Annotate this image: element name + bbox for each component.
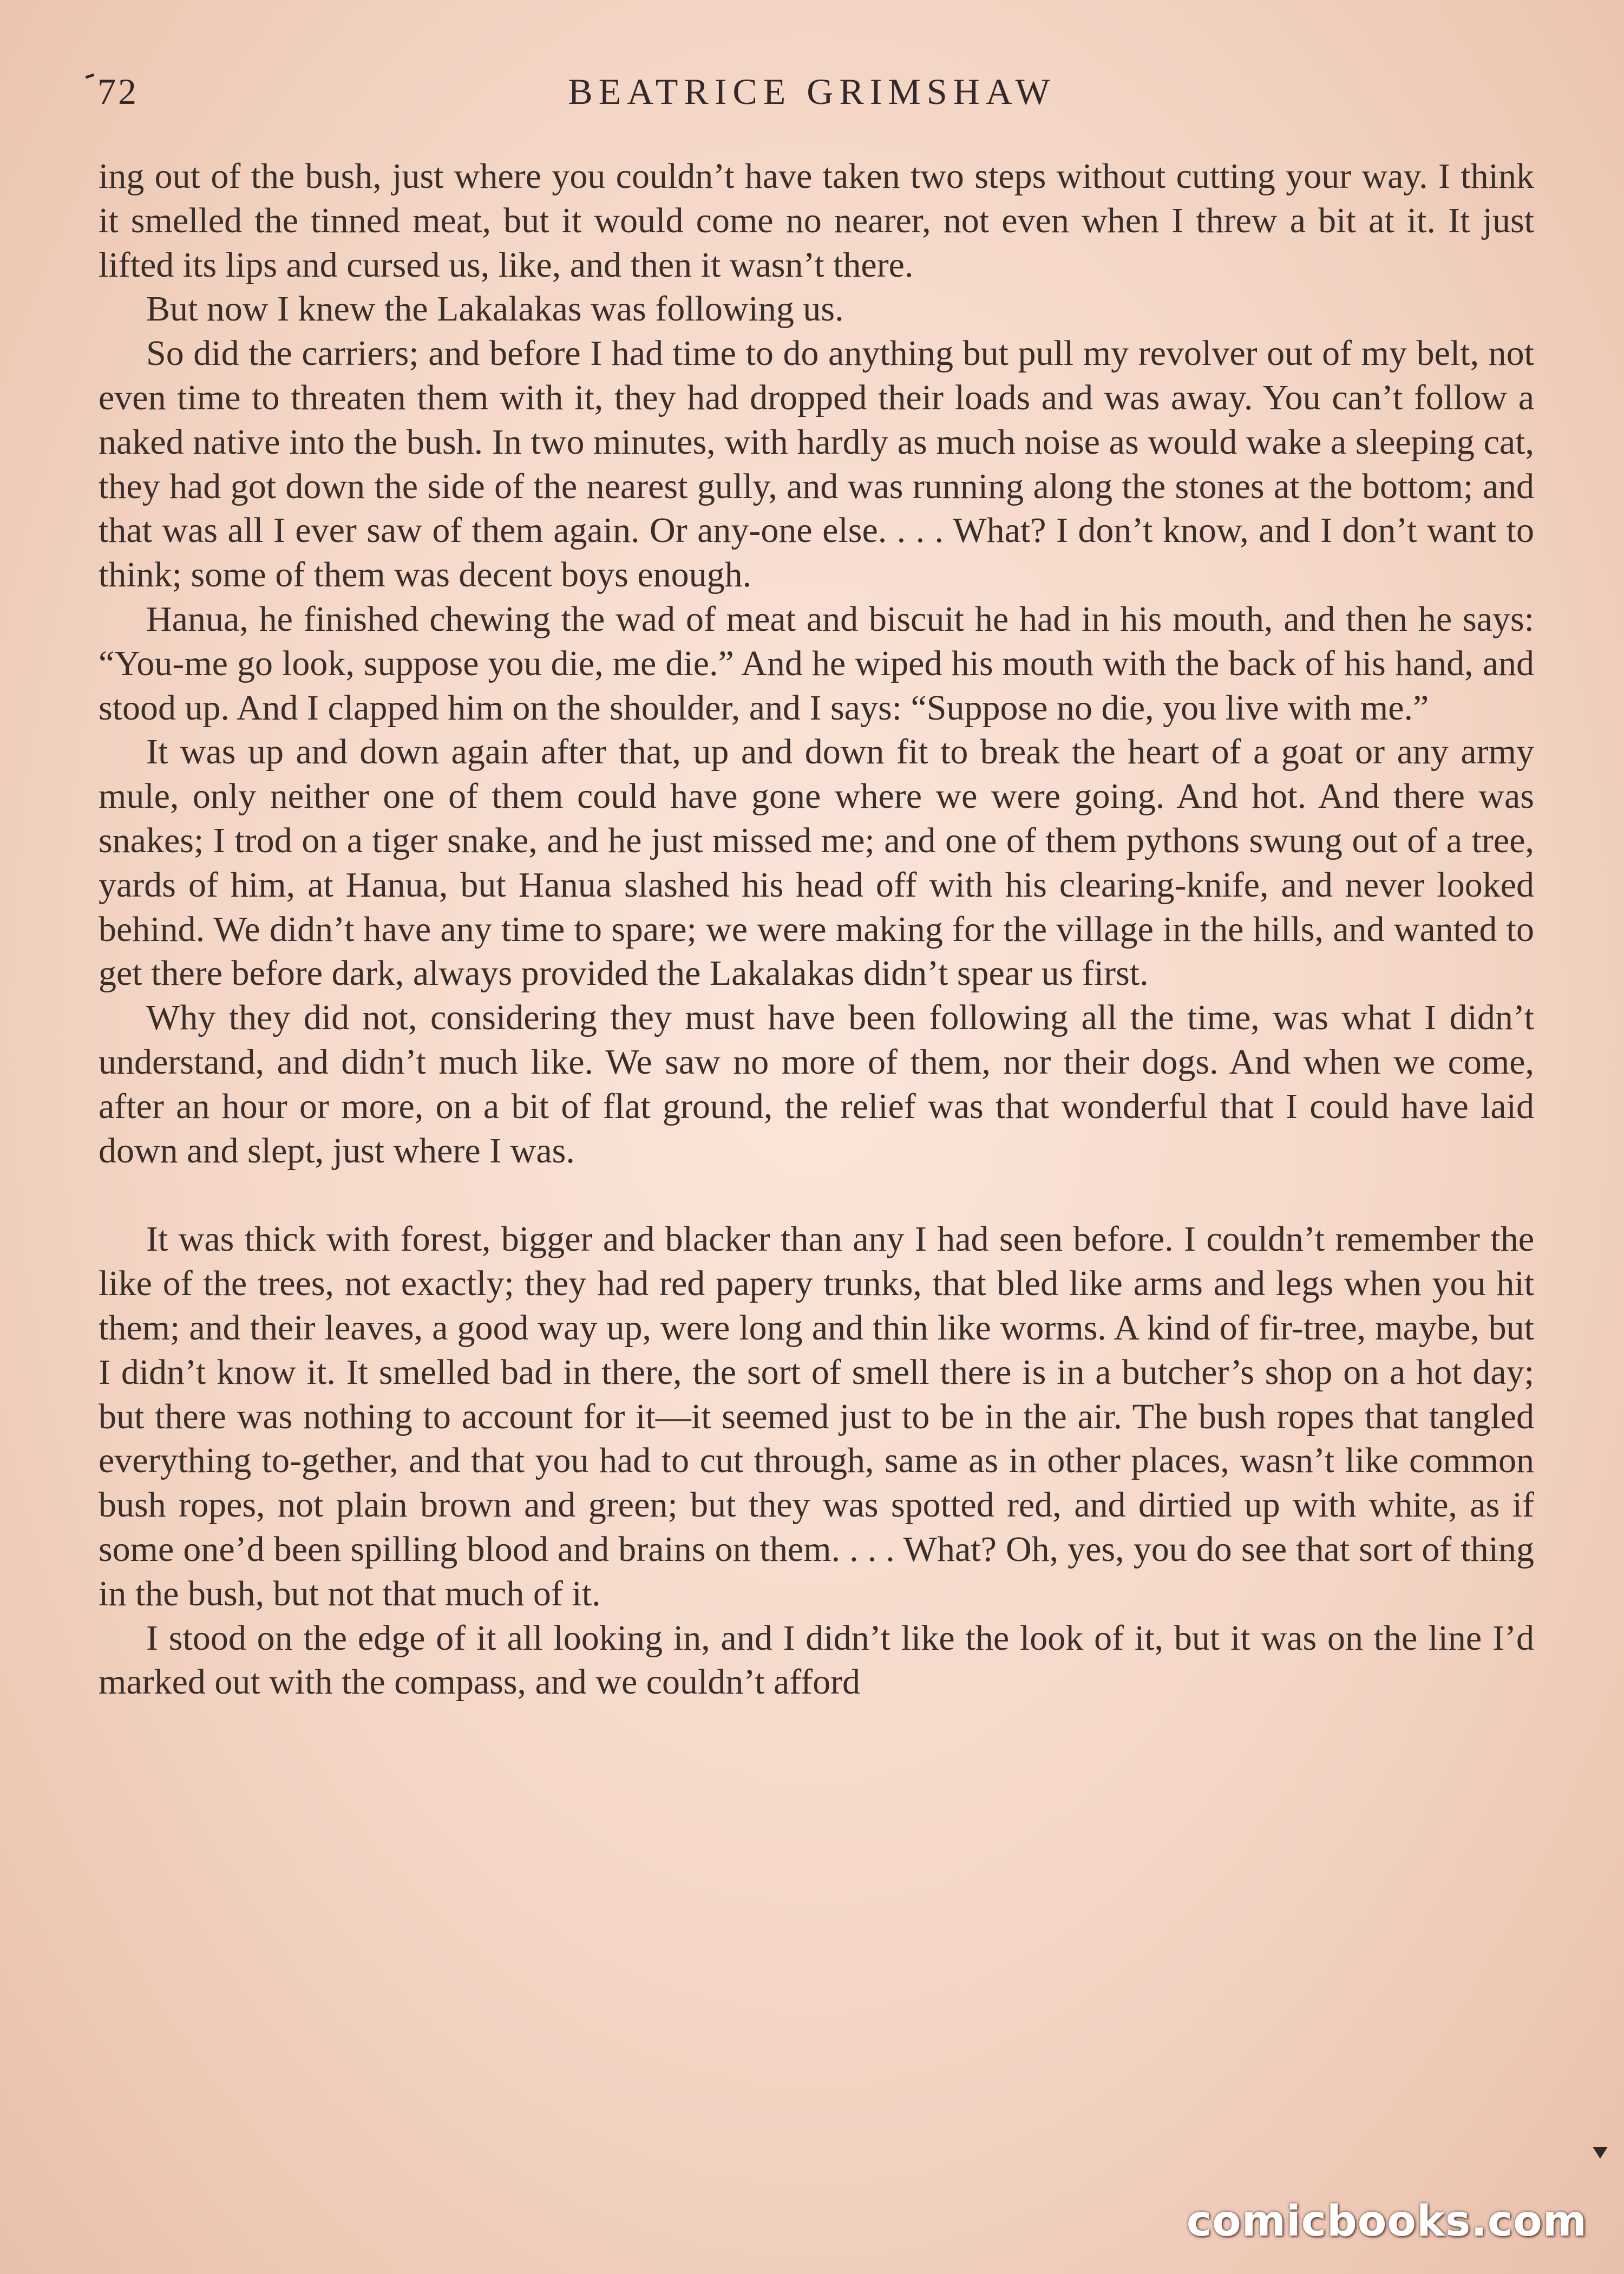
paragraph: But now I knew the Lakalakas was following us. (146, 289, 844, 329)
paragraph: It was thick with forest, bigger and blacker than any I had seen before. I couldn’t remember the like of the trees, not exactly; they had red papery trunks, that bled like arms and legs when you hit them; and their leaves, a good way up, were long and thin like worms. A kind of fir-tree, maybe, but I didn’t know it. It smelled bad in there, the sort of smell there is in a butcher’s shop on a hot day; but there was nothing to account for it—it seemed just to be in the air. The bush ropes that tangled everything to-gether, and that you had to cut through, same as in other places, wasn’t like common bush ropes, not plain brown and green; but they was spotted red, and dirtied up with white, as if some one’d been spilling blood and brains on them. . . . What? Oh, yes, you do see that sort of thing in the bush, but not that much of it. (99, 1219, 1534, 1613)
page-number: 72 (97, 71, 139, 112)
paragraph: Hanua, he finished chewing the wad of meat and biscuit he had in his mouth, and then he says: “You-me go look, suppose you die, me die.” And he wiped his mouth with the back of his hand, and stood up. And I clapped him on the shoulder, and I says: “Suppose no die, you live with me.” (99, 599, 1534, 728)
continuation-mark (1593, 2147, 1608, 2159)
section-break (99, 1173, 1534, 1217)
page-header (81, 70, 1543, 130)
paragraph: It was up and down again after that, up and down fit to break the heart of a goat or any army mule, only neither one of them could have gone where we were going. And hot. And there was snakes; I trod on a tiger snake, and he just missed me; and one of them pythons swung out of a tree, yards of him, at Hanua, but Hanua slashed his head off with his clearing-knife, and never looked behind. We didn’t have any time to spare; we were making for the village in the hills, and wanted to get there before dark, always provided the Lakalakas didn’t spear us first. (99, 732, 1534, 994)
running-head: BEATRICE GRIMSHAW (568, 71, 1056, 112)
paragraph: I stood on the edge of it all looking in, and I didn’t like the look of it, but it was on the line I’d marked out with the compass, and we couldn’t afford (99, 1618, 1534, 1702)
watermark: comicbooks.com (1186, 2197, 1587, 2246)
paragraph: ing out of the bush, just where you couldn’t have taken two steps without cutting your way. I think it smelled the tinned meat, but it would come no nearer, not even when I threw a bit at it. It just lifted its lips and cursed us, like, and then it wasn’t there. (99, 156, 1534, 285)
paragraph: So did the carriers; and before I had time to do anything but pull my revolver out of my belt, not even time to threaten them with it, they had dropped their loads and was away. You can’t follow a naked native into the bush. In two minutes, with hardly as much noise as would wake a sleeping cat, they had got down the side of the nearest gully, and was running along the stones at the bottom; and that was all I ever saw of them again. Or any-one else. . . . What? I don’t know, and I don’t want to think; some of them was decent boys enough. (99, 334, 1534, 595)
body-text (99, 154, 1534, 1704)
paragraph: Why they did not, considering they must have been following all the time, was what I didn’t understand, and didn’t much like. We saw no more of them, nor their dogs. And when we come, after an hour or more, on a bit of flat ground, the relief was that wonderful that I could have laid down and slept, just where I was. (99, 998, 1534, 1171)
